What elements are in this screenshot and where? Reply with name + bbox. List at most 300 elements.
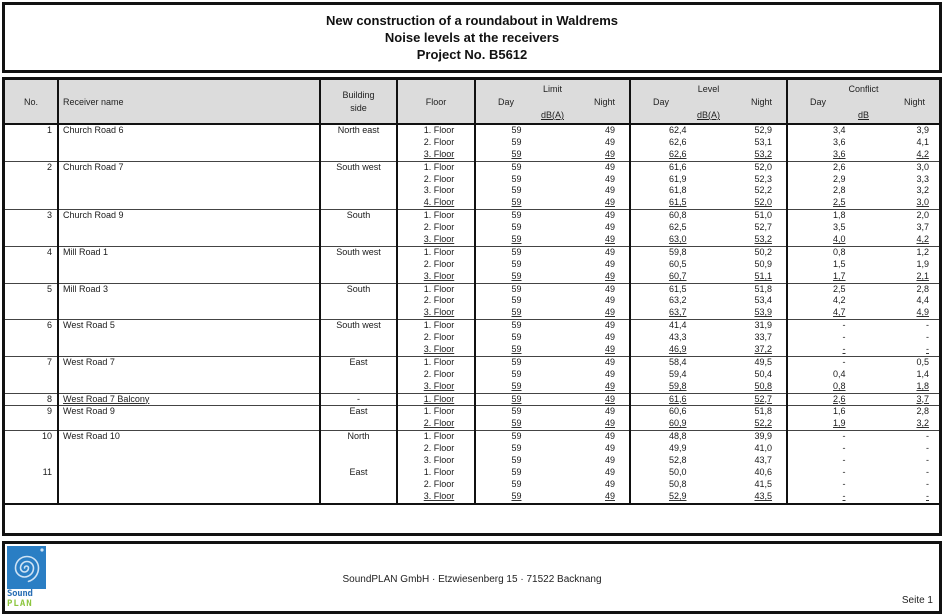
floor-value: 3. Floor <box>423 490 455 501</box>
limit-cell <box>475 356 630 393</box>
lev-pair <box>631 197 786 209</box>
lev-pair <box>631 295 786 307</box>
con-day-value: 3,6 <box>832 136 846 147</box>
lev-day-value: 60,8 <box>668 210 687 221</box>
lim-day-value: 59 <box>511 234 522 245</box>
floor-value: 2. Floor <box>423 136 455 147</box>
lev-night-value: 53,9 <box>754 307 772 318</box>
receiver-number: 1 <box>46 125 52 135</box>
lev-night-value: 53,2 <box>754 234 772 245</box>
lim-day-value: 59 <box>511 490 522 501</box>
building-side <box>321 149 396 161</box>
lim-day-value: 59 <box>511 197 522 208</box>
lev-night-value: 52,7 <box>754 393 772 404</box>
lim-day-value: 59 <box>511 222 522 233</box>
building-side: East <box>349 356 368 367</box>
floor-value: 2. Floor <box>423 368 455 379</box>
building-side <box>321 307 396 319</box>
lev-day-value: 48,8 <box>668 431 687 442</box>
receiver-name-cell <box>58 406 320 431</box>
building-side <box>321 443 396 455</box>
receiver-name: Mill Road 3 <box>63 283 109 294</box>
lim-night-value: 49 <box>604 136 615 147</box>
con-night-value: 3,7 <box>916 222 929 233</box>
lev-pair <box>631 369 786 381</box>
conflict-cell <box>787 356 939 393</box>
lev-pair <box>631 149 786 161</box>
lim-pair <box>476 307 629 319</box>
lev-pair <box>631 210 786 222</box>
lim-pair <box>476 394 629 406</box>
project-number: Project No. B5612 <box>416 47 528 62</box>
building-side <box>321 332 396 344</box>
table-row <box>5 283 939 320</box>
lim-pair <box>476 197 629 209</box>
receiver-number <box>5 443 52 455</box>
floor-value: 3. Floor <box>423 380 455 391</box>
con-pair <box>788 443 939 455</box>
lev-pair <box>631 125 786 137</box>
con-day-value: 1,7 <box>832 270 846 281</box>
con-night-value: 4,1 <box>916 136 929 147</box>
lim-night-value: 49 <box>604 320 615 331</box>
lev-night-value: 43,7 <box>754 455 772 466</box>
lim-day-value: 59 <box>511 356 522 367</box>
lim-day-value: 59 <box>511 246 522 257</box>
con-day-value: - <box>842 332 846 343</box>
lim-day-value: 59 <box>511 443 522 454</box>
building-side: South <box>346 283 371 294</box>
limit-cell <box>475 320 630 357</box>
floor-value: 1. Floor <box>423 246 455 257</box>
receiver-name: West Road 7 <box>63 356 115 367</box>
con-night-value: 4,4 <box>916 295 929 306</box>
lim-day-value: 59 <box>511 431 522 442</box>
conflict-cell <box>787 320 939 357</box>
lim-night-value: 49 <box>604 148 615 159</box>
con-pair <box>788 491 939 503</box>
company-address: SoundPLAN GmbH · Etzwiesenberg 15 · 71522 Backnang <box>342 574 602 585</box>
lev-day-value: 60,5 <box>668 258 687 269</box>
lim-day-value: 59 <box>511 380 522 391</box>
header-limit-day: Day <box>498 97 515 107</box>
lim-pair <box>476 125 629 137</box>
receiver-number: 9 <box>46 406 52 417</box>
building-side <box>321 381 396 393</box>
building-side <box>321 137 396 149</box>
lim-night-value: 49 <box>604 234 615 245</box>
lim-night-value: 49 <box>604 210 615 221</box>
receiver-number <box>5 271 52 283</box>
lev-pair <box>631 174 786 186</box>
lim-night-value: 49 <box>604 222 615 233</box>
conflict-cell <box>787 161 939 210</box>
receiver-name-cell <box>58 431 320 504</box>
con-pair <box>788 185 939 197</box>
lim-pair <box>476 431 629 443</box>
building-side: South west <box>336 246 381 257</box>
con-day-value: 2,9 <box>832 173 846 184</box>
lim-night-value: 49 <box>604 478 615 489</box>
con-pair <box>788 162 939 174</box>
header-limit-unit: dB(A) <box>540 110 564 120</box>
receiver-number-cell <box>5 210 58 247</box>
lev-night-value: 41,0 <box>754 443 772 454</box>
lev-night-value: 53,1 <box>754 136 772 147</box>
con-pair <box>788 295 939 307</box>
floor-value: 3. Floor <box>423 234 455 245</box>
lev-pair <box>631 234 786 246</box>
lev-night-value: 50,2 <box>754 246 772 257</box>
lim-day-value: 59 <box>511 161 522 172</box>
con-day-value: 0,4 <box>832 368 846 379</box>
con-day-value: 1,6 <box>832 406 846 417</box>
level-cell <box>630 124 787 161</box>
level-cell <box>630 356 787 393</box>
limit-cell <box>475 393 630 406</box>
con-day-value: - <box>842 344 846 355</box>
lev-day-value: 50,8 <box>668 478 687 489</box>
logo-text-plan: PLAN <box>7 599 33 609</box>
conflict-cell <box>787 124 939 161</box>
con-pair <box>788 344 939 356</box>
lev-day-value: 60,6 <box>668 406 687 417</box>
lev-pair <box>631 455 786 467</box>
lev-pair <box>631 259 786 271</box>
lev-night-value: 52,0 <box>754 197 772 208</box>
lim-pair <box>476 479 629 491</box>
receiver-name: West Road 5 <box>63 320 115 331</box>
results-table-box <box>2 77 942 536</box>
conflict-cell <box>787 406 939 431</box>
floor-value: 1. Floor <box>423 406 455 417</box>
lev-day-value: 63,2 <box>668 295 687 306</box>
header-conflict-unit: dB <box>857 110 869 120</box>
floor-cell <box>397 431 475 504</box>
report-subtitle: Noise levels at the receivers <box>384 30 560 45</box>
lev-night-value: 31,9 <box>754 320 772 331</box>
lev-night-value: 52,7 <box>754 222 772 233</box>
lim-night-value: 49 <box>604 393 615 404</box>
con-day-value: 2,6 <box>832 161 846 172</box>
receiver-number <box>5 307 52 319</box>
building-side <box>321 197 396 209</box>
lim-day-value: 59 <box>511 185 522 196</box>
receiver-number <box>5 418 52 430</box>
lev-day-value: 60,7 <box>668 270 687 281</box>
report-title-box <box>2 2 942 73</box>
con-night-value: 2,8 <box>916 283 929 294</box>
lev-pair <box>631 418 786 430</box>
lev-night-value: 33,7 <box>754 332 772 343</box>
header-conflict-day: Day <box>810 97 827 107</box>
lim-night-value: 49 <box>604 161 615 172</box>
receiver-number: 11 <box>42 466 52 477</box>
lev-pair <box>631 491 786 503</box>
lim-pair <box>476 137 629 149</box>
con-night-value: - <box>926 332 929 343</box>
floor-value: 3. Floor <box>423 455 455 466</box>
limit-cell <box>475 210 630 247</box>
receiver-number <box>5 455 52 467</box>
receiver-name-cell <box>58 283 320 320</box>
header-conflict-night: Night <box>903 97 925 107</box>
lim-pair <box>476 234 629 246</box>
con-pair <box>788 307 939 319</box>
con-day-value: - <box>842 466 846 477</box>
lev-day-value: 49,9 <box>668 443 687 454</box>
lim-pair <box>476 406 629 418</box>
con-night-value: 3,2 <box>916 418 929 429</box>
con-pair <box>788 332 939 344</box>
lev-pair <box>631 185 786 197</box>
receiver-number-cell <box>5 406 58 431</box>
lev-night-value: 41,5 <box>754 478 772 489</box>
lev-day-value: 60,9 <box>668 418 687 429</box>
lim-night-value: 49 <box>604 283 615 294</box>
lim-night-value: 49 <box>604 173 615 184</box>
lev-night-value: 50,8 <box>754 380 772 391</box>
lim-pair <box>476 271 629 283</box>
lev-night-value: 52,3 <box>754 173 772 184</box>
page-number: Seite 1 <box>901 595 933 606</box>
con-night-value: 2,1 <box>916 270 929 281</box>
floor-cell <box>397 406 475 431</box>
building-side-cell <box>320 161 397 210</box>
lev-night-value: 51,8 <box>754 406 772 417</box>
con-pair <box>788 357 939 369</box>
con-day-value: - <box>842 356 846 367</box>
limit-cell <box>475 431 630 504</box>
header-limit-title: Limit <box>542 84 562 94</box>
lev-day-value: 43,3 <box>668 332 687 343</box>
lim-night-value: 49 <box>604 466 615 477</box>
lev-pair <box>631 431 786 443</box>
lev-day-value: 52,9 <box>668 490 687 501</box>
lim-day-value: 59 <box>511 270 522 281</box>
lev-pair <box>631 247 786 259</box>
lim-day-value: 59 <box>511 466 522 477</box>
lev-day-value: 63,0 <box>668 234 687 245</box>
floor-value: 1. Floor <box>423 161 455 172</box>
level-cell <box>630 246 787 283</box>
receiver-number: 10 <box>41 431 52 442</box>
lim-day-value: 59 <box>511 210 522 221</box>
lev-night-value: 50,4 <box>754 368 772 379</box>
conflict-cell <box>787 431 939 504</box>
receiver-number-cell <box>5 320 58 357</box>
lev-night-value: 51,1 <box>754 270 772 281</box>
table-row <box>5 210 939 247</box>
table-body <box>5 124 939 504</box>
receiver-number: 2 <box>46 161 52 172</box>
table-row <box>5 356 939 393</box>
con-day-value: 1,9 <box>832 418 846 429</box>
receiver-number-cell <box>5 161 58 210</box>
lev-day-value: 52,8 <box>668 455 687 466</box>
con-pair <box>788 149 939 161</box>
receiver-number <box>5 222 52 234</box>
floor-value: 2. Floor <box>423 258 455 269</box>
lev-pair <box>631 137 786 149</box>
floor-value: 1. Floor <box>423 210 455 221</box>
page-footer <box>2 541 942 614</box>
con-pair <box>788 406 939 418</box>
lim-day-value: 59 <box>511 332 522 343</box>
floor-value: 2. Floor <box>423 332 455 343</box>
con-night-value: - <box>926 478 929 489</box>
con-pair <box>788 284 939 296</box>
con-pair <box>788 479 939 491</box>
con-day-value: 2,5 <box>832 197 846 208</box>
con-day-value: - <box>842 478 846 489</box>
limit-cell <box>475 246 630 283</box>
lim-night-value: 49 <box>604 295 615 306</box>
con-day-value: - <box>842 320 846 331</box>
con-day-value: 3,4 <box>832 125 846 135</box>
con-night-value: - <box>926 443 929 454</box>
receiver-number <box>5 174 52 186</box>
con-day-value: 4,2 <box>832 295 846 306</box>
header-building-side <box>320 80 397 124</box>
lev-day-value: 62,4 <box>668 125 687 135</box>
receiver-name-cell <box>58 124 320 161</box>
receiver-number: 6 <box>46 320 52 331</box>
building-side-cell <box>320 431 397 504</box>
receiver-name-cell <box>58 246 320 283</box>
building-side <box>321 222 396 234</box>
con-day-value: - <box>842 455 846 466</box>
con-pair <box>788 125 939 137</box>
lim-night-value: 49 <box>604 356 615 367</box>
con-day-value: - <box>842 431 846 442</box>
con-night-value: 3,9 <box>916 125 929 135</box>
receiver-name: West Road 7 Balcony <box>63 393 150 404</box>
lim-pair <box>476 295 629 307</box>
con-day-value: - <box>842 490 846 501</box>
lim-day-value: 59 <box>511 136 522 147</box>
lim-day-value: 59 <box>511 258 522 269</box>
receiver-number <box>5 332 52 344</box>
floor-value: 3. Floor <box>423 185 455 196</box>
receiver-number-cell <box>5 431 58 504</box>
floor-cell <box>397 124 475 161</box>
lim-pair <box>476 357 629 369</box>
receiver-number: 3 <box>46 210 52 221</box>
con-day-value: 1,5 <box>832 258 846 269</box>
lim-day-value: 59 <box>511 125 522 135</box>
con-night-value: - <box>926 320 929 331</box>
lim-night-value: 49 <box>604 258 615 269</box>
building-side: South west <box>336 161 381 172</box>
header-level-unit: dB(A) <box>696 110 720 120</box>
receiver-name: West Road 9 <box>63 406 115 417</box>
lev-pair <box>631 271 786 283</box>
receiver-number <box>5 149 52 161</box>
table-row <box>5 124 939 161</box>
con-day-value: 0,8 <box>832 380 846 391</box>
header-level-title: Level <box>697 84 720 94</box>
lim-night-value: 49 <box>604 246 615 257</box>
building-side-cell <box>320 406 397 431</box>
lim-pair <box>476 259 629 271</box>
building-side <box>321 234 396 246</box>
lev-night-value: 52,2 <box>754 185 772 196</box>
lim-night-value: 49 <box>604 490 615 501</box>
noise-levels-table <box>5 80 939 505</box>
building-side-cell <box>320 283 397 320</box>
table-row <box>5 320 939 357</box>
con-day-value: 4,0 <box>832 234 846 245</box>
building-side: - <box>357 393 360 404</box>
floor-value: 1. Floor <box>423 466 455 477</box>
building-side-cell <box>320 356 397 393</box>
lev-day-value: 62,6 <box>668 136 687 147</box>
lim-pair <box>476 247 629 259</box>
limit-cell <box>475 124 630 161</box>
receiver-number-cell <box>5 246 58 283</box>
building-side: North <box>347 431 370 442</box>
header-level <box>630 80 787 124</box>
lev-pair <box>631 381 786 393</box>
lim-night-value: 49 <box>604 368 615 379</box>
lev-night-value: 52,0 <box>754 161 772 172</box>
header-limit <box>475 80 630 124</box>
con-pair <box>788 431 939 443</box>
receiver-number <box>5 479 52 491</box>
con-night-value: 4,2 <box>916 234 929 245</box>
con-day-value: 2,6 <box>832 393 846 404</box>
con-pair <box>788 381 939 393</box>
header-limit-night: Night <box>593 97 615 107</box>
building-side-cell <box>320 124 397 161</box>
receiver-name: Church Road 6 <box>63 125 124 135</box>
header-level-night: Night <box>750 97 772 107</box>
con-night-value: 1,8 <box>916 380 929 391</box>
lev-day-value: 61,5 <box>668 197 687 208</box>
lim-day-value: 59 <box>511 148 522 159</box>
lev-pair <box>631 394 786 406</box>
receiver-number <box>5 491 52 503</box>
table-row <box>5 161 939 210</box>
table-row <box>5 393 939 406</box>
con-day-value: 4,7 <box>832 307 846 318</box>
lev-night-value: 50,9 <box>754 258 772 269</box>
header-receiver-name: Receiver name <box>58 80 320 124</box>
header-building-side-line2: side <box>350 102 367 113</box>
table-header-row <box>5 80 939 124</box>
lev-pair <box>631 222 786 234</box>
receiver-number-cell <box>5 124 58 161</box>
receiver-name-cell <box>58 210 320 247</box>
lim-day-value: 59 <box>511 283 522 294</box>
lim-pair <box>476 381 629 393</box>
floor-value: 1. Floor <box>423 320 455 331</box>
con-day-value: 1,8 <box>832 210 846 221</box>
lim-pair <box>476 455 629 467</box>
lim-pair <box>476 418 629 430</box>
receiver-name-cell <box>58 393 320 406</box>
floor-value: 2. Floor <box>423 222 455 233</box>
lim-night-value: 49 <box>604 307 615 318</box>
header-building-side-line1: Building <box>342 89 375 100</box>
lim-pair <box>476 344 629 356</box>
receiver-number: 5 <box>46 283 52 294</box>
lim-night-value: 49 <box>604 443 615 454</box>
lim-day-value: 59 <box>511 478 522 489</box>
header-conflict-title: Conflict <box>848 84 879 94</box>
lim-day-value: 59 <box>511 173 522 184</box>
